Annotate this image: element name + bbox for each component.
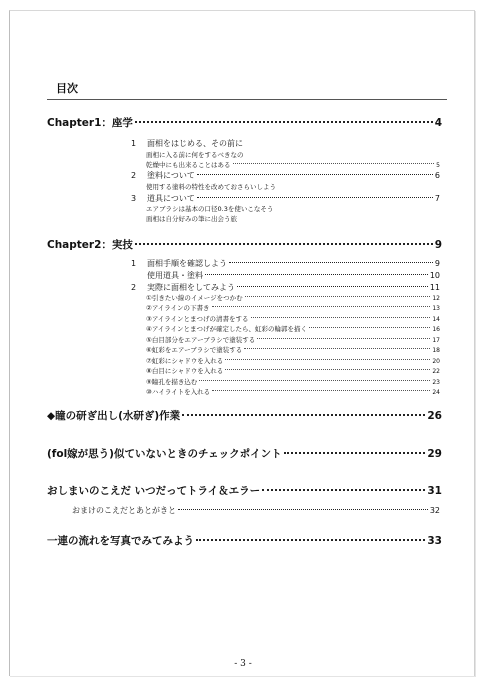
dot-leader	[244, 348, 430, 349]
dot-leader	[237, 286, 428, 287]
dot-leader	[197, 197, 433, 198]
section-page: 11	[429, 283, 440, 292]
toc-chapter-4[interactable]	[47, 446, 442, 461]
note-title: 乾燥中にも出来ることはある	[146, 161, 231, 169]
section-title: 面相手順を確認しよう	[147, 259, 227, 268]
step-page: 24	[432, 389, 440, 396]
section-number: 3	[131, 194, 137, 203]
toc-note: 使用する塗料の特性を改めておさらいしよう	[146, 183, 276, 191]
step-page: 23	[432, 379, 440, 386]
chapter-3-page: 26	[427, 410, 442, 422]
chapter-4-page: 29	[427, 448, 442, 460]
section-number: 2	[131, 171, 137, 180]
step-title: ⑧白目にシャドウを入れる	[146, 367, 224, 375]
toc-section-2-1b[interactable]	[147, 270, 440, 281]
step-title: ①引きたい線のイメージをつかむ	[146, 294, 243, 302]
section-number: 1	[131, 139, 137, 148]
toc-chapter-2[interactable]	[47, 237, 442, 252]
toc-section-5-1[interactable]	[72, 505, 440, 516]
toc-step[interactable]	[146, 303, 440, 312]
dot-leader	[229, 262, 433, 263]
toc-step[interactable]	[146, 366, 440, 375]
dot-leader	[309, 327, 430, 328]
toc-note: 面相に入る前に何をするべきなの	[146, 151, 244, 159]
dot-leader	[233, 163, 435, 164]
chapter-2-title: Chapter2：実技	[47, 239, 133, 251]
step-page: 18	[432, 347, 440, 354]
section-page: 7	[434, 194, 440, 203]
dot-leader	[225, 369, 430, 370]
dot-leader	[257, 338, 430, 339]
step-title: ③アイラインとまつげの清書をする	[146, 315, 249, 323]
chapter-1-title: Chapter1：座学	[47, 117, 133, 129]
step-title: ⑤白目部分をエアーブラシで塗装する	[146, 336, 256, 344]
toc-section-1-2[interactable]	[131, 170, 440, 181]
step-title: ④アイラインとまつげが確定したら、虹彩の輪郭を描く	[146, 325, 308, 333]
step-page: 20	[432, 358, 440, 365]
toc-step[interactable]	[146, 335, 440, 344]
toc-chapter-5[interactable]	[47, 483, 442, 498]
section-page: 32	[429, 506, 440, 515]
toc-step[interactable]	[146, 293, 440, 302]
section-page: 9	[434, 259, 440, 268]
chapter-2-page: 9	[434, 239, 442, 251]
step-title: ②アイラインの下書き	[146, 304, 210, 312]
toc-step[interactable]	[146, 324, 440, 333]
dot-leader	[178, 509, 428, 510]
toc-chapter-6[interactable]	[47, 533, 442, 548]
section-title: おまけのこえだとあとがきと	[72, 506, 176, 515]
section-number: 2	[131, 283, 137, 292]
step-title: ⑨瞳孔を描き込む	[146, 378, 198, 386]
dot-leader	[196, 539, 425, 541]
page-number: - 3 -	[234, 659, 252, 669]
toc-section-2-2[interactable]	[131, 282, 440, 293]
toc-section-1-1[interactable]	[131, 138, 243, 149]
chapter-6-page: 33	[427, 535, 442, 547]
section-title: 使用道具・塗料	[147, 271, 203, 280]
dot-leader	[197, 174, 433, 175]
chapter-1-page: 4	[434, 117, 442, 129]
section-title: 塗料について	[147, 171, 195, 180]
dot-leader	[212, 306, 431, 307]
step-page: 12	[432, 295, 440, 302]
step-title: ⑦虹彩にシャドウを入れる	[146, 357, 224, 365]
toc-section-1-3[interactable]	[131, 193, 440, 204]
dot-leader	[135, 243, 433, 245]
dot-leader	[212, 390, 430, 391]
dot-leader	[225, 359, 430, 360]
toc-step[interactable]	[146, 314, 440, 323]
toc-step[interactable]	[146, 387, 440, 396]
chapter-5-title: おしまいのこえだ いつだってトライ＆エラー	[47, 485, 261, 497]
section-page: 6	[434, 171, 440, 180]
chapter-3-title: ◆瞳の研ぎ出し(水研ぎ)作業	[47, 410, 181, 422]
section-title: 面相をはじめる、その前に	[147, 139, 243, 148]
step-page: 17	[432, 337, 440, 344]
toc-step[interactable]	[146, 356, 440, 365]
toc-note-with-page[interactable]	[146, 160, 440, 169]
dot-leader	[205, 274, 428, 275]
step-page: 22	[432, 368, 440, 375]
chapter-4-title: (fol嫁が思う)似ていないときのチェックポイント	[47, 448, 282, 460]
section-title: 実際に面相をしてみよう	[147, 283, 235, 292]
chapter-6-title: 一連の流れを写真でみてみよう	[47, 535, 194, 547]
section-title: 道具について	[147, 194, 195, 203]
step-page: 14	[432, 316, 440, 323]
dot-leader	[135, 121, 433, 123]
toc-note: 面相は自分好みの筆に出会う旅	[146, 215, 237, 223]
dot-leader	[182, 414, 425, 416]
section-number: 1	[131, 259, 137, 268]
toc-section-2-1[interactable]	[131, 258, 440, 269]
chapter-5-page: 31	[427, 485, 442, 497]
toc-step[interactable]	[146, 377, 440, 386]
section-page: 10	[429, 271, 440, 280]
dot-leader	[262, 489, 425, 491]
toc-chapter-3[interactable]	[47, 408, 442, 423]
step-title: ⑥虹彩をエアーブラシで塗装する	[146, 346, 243, 354]
step-page: 16	[432, 326, 440, 333]
step-title: ⑩ハイライトを入れる	[146, 388, 211, 396]
toc-step[interactable]	[146, 345, 440, 354]
toc-note: エアブラシは基本の口径0.3を使いこなそう	[146, 205, 274, 213]
dot-leader	[245, 296, 431, 297]
dot-leader	[251, 317, 431, 318]
dot-leader	[284, 452, 426, 454]
toc-title: 目次	[56, 82, 78, 95]
step-page: 13	[432, 305, 440, 312]
toc-chapter-1[interactable]	[47, 115, 442, 130]
dot-leader	[199, 380, 430, 381]
title-underline	[47, 99, 447, 100]
note-page: 5	[436, 162, 440, 169]
